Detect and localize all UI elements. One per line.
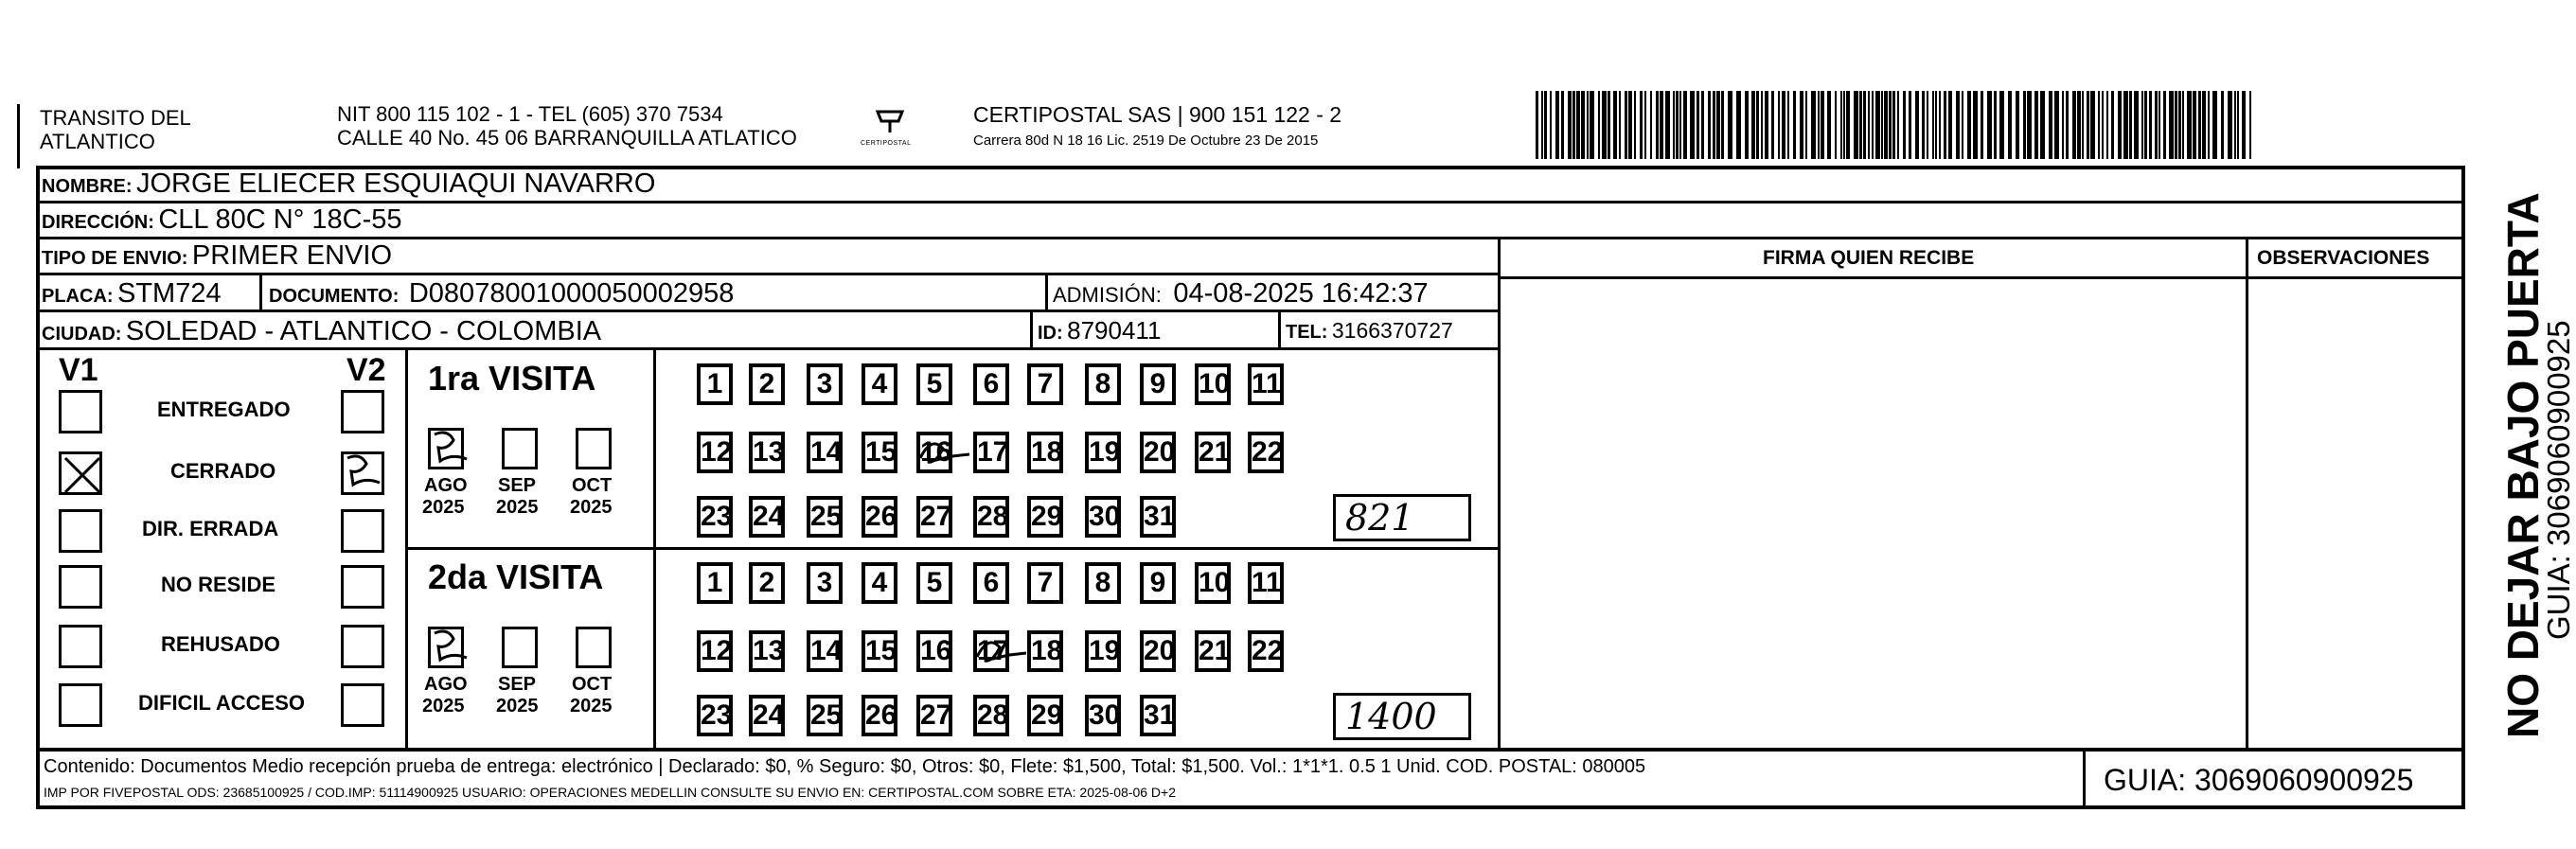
barcode-bar (1922, 91, 1925, 159)
tel-divider (1278, 311, 1281, 349)
status-label-entregado: ENTREGADO (157, 398, 291, 421)
day-box: 19 (1085, 630, 1121, 672)
barcode-bar (1956, 91, 1960, 159)
recipient-address: CLL 80C N° 18C-55 (158, 204, 402, 235)
day-box: 15 (862, 432, 897, 473)
barcode-bar (1568, 91, 1572, 159)
admission-cell (1053, 280, 1429, 308)
day-box: 27 (916, 496, 952, 538)
barcode-bar (1973, 91, 1978, 159)
barcode-bar (2187, 91, 2192, 159)
v2-checkbox (341, 625, 384, 668)
day-box: 8 (1085, 363, 1121, 405)
barcode-bar (1889, 91, 1892, 159)
barcode-bar (2040, 91, 2045, 159)
barcode-bar (2249, 91, 2251, 159)
barcode-bar (1550, 91, 1552, 159)
plate-value: STM724 (117, 278, 222, 309)
month-checkbox (576, 627, 612, 668)
day-box: 28 (973, 695, 1009, 736)
id-label: ID: (1038, 323, 1063, 344)
barcode-bar (1948, 91, 1952, 159)
day-box: 5 (916, 363, 952, 405)
barcode-bar (2090, 91, 2095, 159)
day-box: 26 (862, 496, 897, 538)
document-value: D08078001000050002958 (408, 278, 735, 309)
barcode-bar (2193, 91, 2196, 159)
month-year: 2025 (496, 497, 539, 518)
barcode-bar (1619, 91, 1621, 159)
carrier-line: CERTIPOSTAL SAS | 900 151 122 - 2 (973, 102, 1342, 127)
barcode-bar (1634, 91, 1636, 159)
day-box: 11 (1248, 562, 1284, 604)
name-row (42, 170, 655, 198)
barcode-bar (1581, 91, 1585, 159)
barcode-bar (1939, 91, 1941, 159)
address-row (42, 206, 402, 234)
left-margin-rule (17, 104, 20, 168)
barcode-bar (1708, 91, 1711, 159)
rule-after-name (36, 201, 2465, 203)
rule-after-address (36, 237, 2465, 239)
plate-cell (42, 280, 222, 308)
id-value: 8790411 (1067, 316, 1162, 345)
barcode-bar (2016, 91, 2019, 159)
barcode-bar (1576, 91, 1580, 159)
signature-header: FIRMA QUIEN RECIBE (1763, 247, 1975, 269)
nit-line: NIT 800 115 102 - 1 - TEL (605) 370 7534 (337, 102, 723, 126)
day-box: 24 (749, 695, 785, 736)
footer-printed-by: IMP POR FIVEPOSTAL ODS: 23685100925 / COD.IMP: 51114900925 USUARIO: OPERACIONES MEDELLIN CONSULTE SU ENVIO EN: CERTIPOSTAL.COM SOBRE ETA: 2025-08-06 D+2 (44, 785, 1177, 800)
day-box: 15 (862, 630, 897, 672)
month-checkbox (576, 428, 612, 469)
city-cell (42, 318, 601, 345)
barcode-bar (2149, 91, 2152, 159)
barcode-bar (1892, 91, 1895, 159)
barcode-bar (1561, 91, 1564, 159)
barcode-bar (1981, 91, 1983, 159)
v1-checkbox (59, 565, 102, 609)
barcode-bar (1909, 91, 1911, 159)
v1-checkbox (59, 683, 102, 727)
barcode-bar (1613, 91, 1617, 159)
barcode-bar (1713, 91, 1715, 159)
day-box: 17 (973, 432, 1009, 473)
rule-above-footer (36, 748, 2465, 752)
visit-separator (405, 547, 1500, 550)
day-box: 30 (1085, 695, 1121, 736)
handwritten-time-box: 1400 (1333, 693, 1471, 740)
city-value: SOLEDAD - ATLANTICO - COLOMBIA (125, 316, 602, 346)
day-box: 16 (916, 630, 952, 672)
day-box-number: 17 (977, 635, 1009, 666)
rule-after-type (36, 273, 1500, 275)
barcode-bar (1683, 91, 1687, 159)
month-label: OCT (572, 674, 613, 695)
month-checkbox (428, 428, 464, 469)
footer-guia-divider (2083, 750, 2086, 809)
barcode-bar (2027, 91, 2032, 159)
month-year: 2025 (496, 696, 539, 716)
day-box: 12 (697, 432, 733, 473)
barcode-bar (2237, 91, 2239, 159)
barcode-bar (1676, 91, 1679, 159)
barcode-bar (2118, 91, 2122, 159)
barcode-bar (1656, 91, 1659, 159)
barcode-bar (1903, 91, 1906, 159)
barcode-bar (2054, 91, 2059, 159)
day-box: 10 (1195, 363, 1231, 405)
footer-contents: Contenido: Documentos Medio recepción prueba de entrega: electrónico | Declarado: $0, % Seguro: $0, Otros: $0, Flete: $1,500, Total: $1,500. Vol.: 1*1*1. 0.5 1 Unid. COD. POSTAL: 080005 (44, 756, 1646, 777)
barcode-bar (2212, 91, 2217, 159)
certipostal-logo (857, 104, 923, 151)
day-box: 21 (1195, 432, 1231, 473)
month-checkbox (502, 428, 538, 469)
barcode-bar (2066, 91, 2069, 159)
day-box: 19 (1085, 432, 1121, 473)
barcode-bar (1827, 91, 1831, 159)
day-box: 31 (1140, 695, 1176, 736)
barcode-bar (1660, 91, 1663, 159)
barcode-bar (1761, 91, 1763, 159)
barcode-bar (1994, 91, 1997, 159)
admission-divider (1045, 274, 1048, 310)
barcode-bar (1811, 91, 1816, 159)
barcode-bar (1932, 91, 1934, 159)
barcode-bar (1728, 91, 1732, 159)
day-box: 25 (807, 695, 843, 736)
barcode-bar (2234, 91, 2236, 159)
day-mark (915, 430, 971, 477)
day-box: 9 (1140, 562, 1176, 604)
status-label-dir-errada: DIR. ERRADA (142, 517, 279, 540)
barcode-bar (1881, 91, 1883, 159)
barcode-bar (1835, 91, 1837, 159)
barcode-bar (1787, 91, 1789, 159)
handwritten-time-box: 821 (1333, 494, 1471, 541)
barcode-bar (1771, 91, 1774, 159)
month-label: AGO (424, 475, 468, 496)
plate-label: PLACA: (42, 286, 114, 307)
barcode-bar (1602, 91, 1607, 159)
barcode-bar (1555, 91, 1559, 159)
month-label: OCT (572, 475, 613, 496)
document-label: DOCUMENTO: (269, 286, 400, 307)
barcode-bar (1765, 91, 1768, 159)
barcode-bar (1818, 91, 1820, 159)
day-box: 9 (1140, 363, 1176, 405)
barcode-bar (1800, 91, 1803, 159)
barcode (1536, 91, 2253, 159)
barcode-bar (1897, 91, 1899, 159)
tel-label: TEL: (1286, 322, 1328, 343)
status-label-rehusado: REHUSADO (161, 632, 280, 656)
barcode-bar (2123, 91, 2128, 159)
v2-checkbox (341, 683, 384, 727)
sender-address: CALLE 40 No. 45 06 BARRANQUILLA ATLATICO (337, 126, 797, 150)
day-box: 6 (973, 562, 1009, 604)
barcode-bar (1673, 91, 1675, 159)
day-box: 31 (1140, 496, 1176, 538)
barcode-bar (1751, 91, 1755, 159)
barcode-bar (1716, 91, 1720, 159)
barcode-bar (2008, 91, 2012, 159)
v2-checkbox (341, 451, 384, 495)
logo-text: CERTIPOSTAL (861, 140, 912, 147)
month-year: 2025 (422, 696, 465, 716)
barcode-bar (1915, 91, 1919, 159)
month-label: SEP (498, 674, 537, 695)
observations-col-left (2246, 237, 2248, 750)
barcode-bar (1625, 91, 1627, 159)
barcode-bar (1793, 91, 1796, 159)
day-box: 22 (1248, 630, 1284, 672)
barcode-bar (1544, 91, 1547, 159)
month-year: 2025 (422, 497, 465, 518)
day-box: 10 (1195, 562, 1231, 604)
barcode-bar (2102, 91, 2104, 159)
barcode-bar (2175, 91, 2177, 159)
shipping-type-label: TIPO DE ENVIO: (42, 248, 188, 269)
barcode-bar (2198, 91, 2201, 159)
day-box: 30 (1085, 496, 1121, 538)
barcode-bar (1872, 91, 1874, 159)
barcode-bar (2159, 91, 2160, 159)
barcode-bar (1805, 91, 1807, 159)
barcode-bar (2062, 91, 2064, 159)
logo-icon (857, 104, 923, 140)
day-box: 29 (1027, 496, 1063, 538)
day-box: 6 (973, 363, 1009, 405)
barcode-bar (2228, 91, 2232, 159)
day-box: 18 (1027, 630, 1063, 672)
day-box: 23 (697, 496, 733, 538)
day-box: 24 (749, 496, 785, 538)
barcode-bar (2077, 91, 2081, 159)
v1-checkbox (59, 509, 102, 553)
barcode-bar (2087, 91, 2089, 159)
barcode-bar (2049, 91, 2052, 159)
day-box: 1 (697, 363, 733, 405)
barcode-bar (1999, 91, 2004, 159)
shipping-type: PRIMER ENVIO (191, 240, 393, 271)
day-box: 8 (1085, 562, 1121, 604)
month-label: SEP (498, 475, 537, 496)
month-year: 2025 (570, 497, 613, 518)
barcode-bar (2163, 91, 2166, 159)
barcode-bar (1778, 91, 1780, 159)
no-dejar-warning: NO DEJAR BAJO PUERTA (2498, 192, 2548, 738)
day-box: 4 (862, 562, 897, 604)
day-box: 1 (697, 562, 733, 604)
day-box-number: 16 (920, 436, 952, 468)
barcode-bar (1745, 91, 1749, 159)
day-box: 5 (916, 562, 952, 604)
barcode-bar (1587, 91, 1589, 159)
admission-value: 04-08-2025 16:42:37 (1173, 278, 1429, 309)
company-name-line1: TRANSITO DEL (40, 106, 191, 130)
status-label-dificil-acceso: DIFICIL ACCESO (138, 691, 306, 715)
day-box: 20 (1140, 432, 1176, 473)
day-box: 4 (862, 363, 897, 405)
city-label: CIUDAD: (42, 324, 122, 345)
barcode-bar (2082, 91, 2084, 159)
barcode-bar (1572, 91, 1575, 159)
footer-guia: GUIA: 3069060900925 (2104, 763, 2414, 797)
day-box: 13 (749, 432, 785, 473)
barcode-bar (1608, 91, 1610, 159)
v2-label: V2 (346, 352, 386, 388)
barcode-bar (2106, 91, 2108, 159)
day-box: 26 (862, 695, 897, 736)
barcode-bar (1701, 91, 1704, 159)
barcode-bar (1690, 91, 1695, 159)
barcode-bar (1736, 91, 1741, 159)
day-box: 14 (807, 432, 843, 473)
day-box: 25 (807, 496, 843, 538)
month-label: AGO (424, 674, 468, 695)
day-mark (971, 628, 1028, 676)
signature-col-left (1498, 237, 1501, 750)
barcode-bar (2221, 91, 2224, 159)
barcode-bar (1821, 91, 1824, 159)
barcode-bar (2072, 91, 2076, 159)
barcode-bar (2182, 91, 2184, 159)
day-box: 27 (916, 695, 952, 736)
barcode-bar (1962, 91, 1963, 159)
barcode-bar (2208, 91, 2210, 159)
side-guia: GUIA: 3069060900925 (2541, 320, 2576, 640)
day-box: 21 (1195, 630, 1231, 672)
visit-title: 1ra VISITA (428, 359, 596, 398)
day-box: 3 (807, 562, 843, 604)
barcode-bar (1935, 91, 1937, 159)
barcode-bar (2134, 91, 2139, 159)
day-box (916, 432, 952, 473)
barcode-bar (1840, 91, 1842, 159)
id-cell (1038, 318, 1161, 343)
barcode-bar (2155, 91, 2158, 159)
day-box: 13 (749, 630, 785, 672)
barcode-bar (1868, 91, 1870, 159)
v1-checkbox (59, 625, 102, 668)
id-divider (1030, 311, 1033, 349)
barcode-bar (1756, 91, 1759, 159)
day-box: 23 (697, 695, 733, 736)
barcode-bar (1665, 91, 1670, 159)
barcode-bar (1854, 91, 1858, 159)
barcode-bar (2169, 91, 2174, 159)
barcode-bar (2023, 91, 2026, 159)
admission-label: ADMISIÓN: (1053, 283, 1162, 307)
barcode-bar (1884, 91, 1888, 159)
barcode-bar (1944, 91, 1946, 159)
v1-checkbox (59, 390, 102, 433)
barcode-bar (1628, 91, 1632, 159)
v2-checkbox (341, 390, 384, 433)
day-box: 3 (807, 363, 843, 405)
barcode-bar (1697, 91, 1699, 159)
barcode-bar (1843, 91, 1845, 159)
barcode-bar (2144, 91, 2147, 159)
v2-checkbox (341, 565, 384, 609)
barcode-bar (2178, 91, 2181, 159)
barcode-bar (1640, 91, 1643, 159)
status-label-cerrado: CERRADO (170, 459, 276, 483)
barcode-bar (1644, 91, 1646, 159)
barcode-bar (1721, 91, 1724, 159)
v1-checkbox (59, 451, 102, 495)
month-year: 2025 (570, 696, 613, 716)
name-label: NOMBRE: (42, 176, 133, 197)
day-box: 2 (749, 363, 785, 405)
day-box: 28 (973, 496, 1009, 538)
barcode-bar (2111, 91, 2114, 159)
day-box (973, 630, 1009, 672)
barcode-bar (1846, 91, 1850, 159)
shipping-type-row (42, 242, 392, 270)
barcode-bar (1859, 91, 1862, 159)
visit-title: 2da VISITA (428, 557, 604, 596)
barcode-bar (1679, 91, 1681, 159)
day-box: 22 (1248, 432, 1284, 473)
day-box: 11 (1248, 363, 1284, 405)
barcode-bar (1863, 91, 1866, 159)
barcode-bar (1541, 91, 1543, 159)
barcode-bar (2141, 91, 2143, 159)
barcode-bar (1782, 91, 1785, 159)
column-header-rule (1498, 276, 2465, 279)
tel-cell (1286, 320, 1453, 342)
month-checkbox (502, 627, 538, 668)
v1-label: V1 (59, 352, 98, 388)
plate-divider (259, 274, 262, 310)
barcode-bar (1967, 91, 1971, 159)
v2-checkbox (341, 509, 384, 553)
barcode-bar (1590, 91, 1594, 159)
day-box: 2 (749, 562, 785, 604)
day-box: 29 (1027, 695, 1063, 736)
barcode-bar (1598, 91, 1600, 159)
day-box: 14 (807, 630, 843, 672)
company-name-line2: ATLANTICO (40, 130, 155, 153)
tel-value: 3166370727 (1331, 318, 1453, 343)
barcode-bar (2202, 91, 2206, 159)
barcode-bar (1927, 91, 1928, 159)
barcode-bar (2098, 91, 2100, 159)
day-box: 7 (1027, 363, 1063, 405)
day-box: 18 (1027, 432, 1063, 473)
day-box: 20 (1140, 630, 1176, 672)
carrier-address: Carrera 80d N 18 16 Lic. 2519 De Octubre 23 De 2015 (973, 133, 1319, 149)
month-checkbox (428, 627, 464, 668)
status-label-no-reside: NO RESIDE (161, 573, 276, 596)
address-label: DIRECCIÓN: (42, 212, 154, 233)
barcode-bar (2242, 91, 2246, 159)
recipient-name: JORGE ELIECER ESQUIAQUI NAVARRO (136, 168, 656, 199)
barcode-bar (2034, 91, 2038, 159)
observations-header: OBSERVACIONES (2257, 247, 2430, 269)
barcode-bar (1650, 91, 1652, 159)
day-box: 12 (697, 630, 733, 672)
barcode-bar (1987, 91, 1992, 159)
document-cell (269, 280, 734, 308)
barcode-bar (1875, 91, 1880, 159)
barcode-bar (2129, 91, 2132, 159)
barcode-bar (1536, 91, 1538, 159)
day-box: 7 (1027, 562, 1063, 604)
